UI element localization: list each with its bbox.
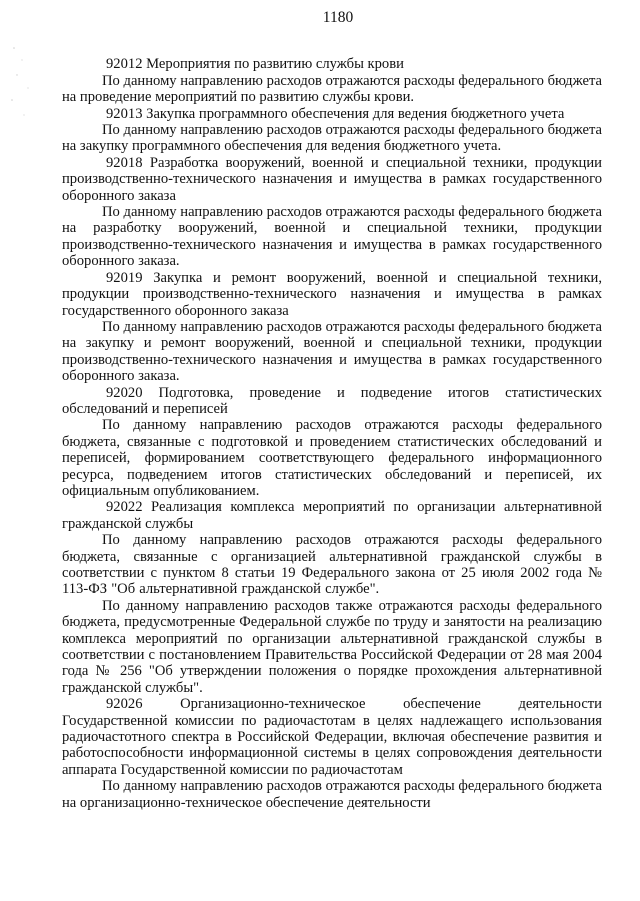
section-text-92022-additional: По данному направлению расходов также отражаются расходы федерального бюджета, предусмотренные Федеральной службе по труду и занятости на реализацию комплекса мероприятий по организации альтернативной гражданской службы в соответствии с постановлением Правительства Российской Федерации от 28 мая 2004 года № 256 "Об утверждении положения о порядке прохождения альтернативной гражданской службы". <box>62 597 602 696</box>
section-text-92020: По данному направлению расходов отражаются расходы федерального бюджета, связанные с подготовкой и проведением статистических обследований и переписей, формированием соответствующего федерального информационного ресурса, подведением итогов статистических обследований и переписей, их официальным опубликованием. <box>62 417 602 499</box>
section-heading-92013: 92013 Закупка программного обеспечения для ведения бюджетного учета <box>106 105 565 122</box>
section-heading-92012: 92012 Мероприятия по развитию службы крови <box>106 56 404 73</box>
document-page <box>62 10 602 811</box>
section-text-92026: По данному направлению расходов отражаются расходы федерального бюджета на организационно-техническое обеспечение деятельности <box>62 778 602 811</box>
section-heading-92020: 92020 Подготовка, проведение и подведение итогов статистических обследований и переписей <box>62 384 602 417</box>
section-text-92013: По данному направлению расходов отражаются расходы федерального бюджета на закупку программного обеспечения для ведения бюджетного учета. <box>62 122 602 155</box>
section-text-92022: По данному направлению расходов отражаются расходы федерального бюджета, связанные с организацией альтернативной гражданской службы в соответствии с пунктом 8 статьи 19 Федерального закона от 25 июля 2002 года № 113-ФЗ "Об альтернативной гражданской службе". <box>62 532 602 598</box>
section-text-92018: По данному направлению расходов отражаются расходы федерального бюджета на разработку вооружений, военной и специальной техники, продукции производственно-технического назначения и имущества в рамках государственного оборонного заказа. <box>62 204 602 270</box>
page-number: 1180 <box>322 9 354 26</box>
section-text-92012: По данному направлению расходов отражаются расходы федерального бюджета на проведение мероприятий по развитию службы крови. <box>62 72 602 106</box>
section-heading-92019: 92019 Закупка и ремонт вооружений, военной и специальной техники, продукции производственно-технического назначения и имущества в рамках государственного оборонного заказа <box>62 269 602 319</box>
section-text-92019: По данному направлению расходов отражаются расходы федерального бюджета на закупку и ремонт вооружений, военной и специальной техники, продукции производственно-технического назначения и имущества в рамках государственного оборонного заказа. <box>62 318 602 385</box>
scan-noise-mark <box>8 40 48 130</box>
section-heading-92026: 92026 Организационно-техническое обеспечение деятельности Государственной комиссии по радиочастотам в целях надлежащего использования радиочастотного спектра в Российской Федерации, включая обеспечение развития и работоспособности информационной системы в целях сопровождения деятельности аппарата Государственной комиссии по радиочастотам <box>62 696 602 778</box>
section-heading-92018: 92018 Разработка вооружений, военной и специальной техники, продукции производственно-технического назначения и имущества в рамках государственного оборонного заказа <box>62 154 602 204</box>
section-heading-92022: 92022 Реализация комплекса мероприятий по организации альтернативной гражданской службы <box>62 499 602 532</box>
